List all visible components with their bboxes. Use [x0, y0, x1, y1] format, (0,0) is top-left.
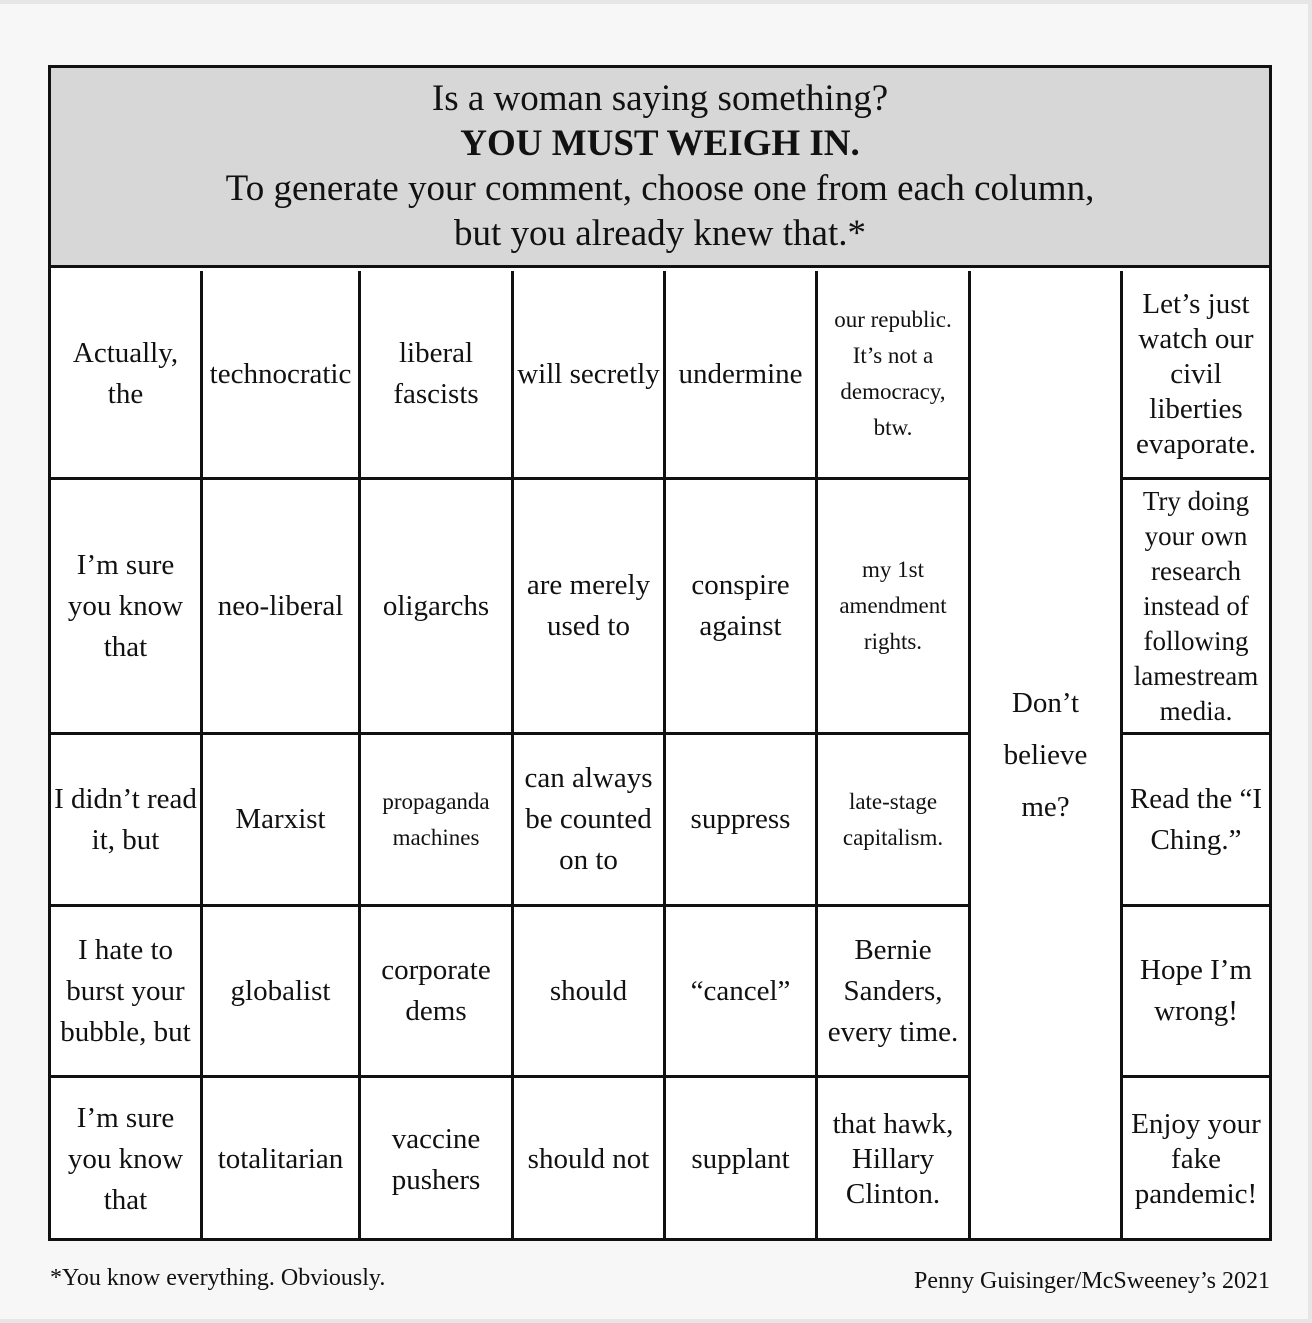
- col2-row3: Marxist: [235, 803, 326, 835]
- col2-row4: globalist: [230, 974, 331, 1007]
- header-question: Is a woman saying something?: [431, 78, 889, 119]
- col5-row4: “cancel”: [690, 974, 791, 1007]
- col3-row2: oligarchs: [382, 589, 490, 622]
- col2-row5: totalitarian: [217, 1143, 344, 1175]
- col5-row3: suppress: [690, 803, 791, 835]
- credit-line: Penny Guisinger/McSweeney’s 2021: [914, 1268, 1270, 1294]
- col1-row5: I’m sure you know that: [67, 1102, 184, 1216]
- chart-header: [51, 68, 1269, 268]
- col3-row4: corporate dems: [381, 954, 491, 1027]
- header-instructions: To generate your comment, choose one from each column,: [225, 168, 1095, 209]
- col4-row1: will secretly: [517, 357, 660, 390]
- col7-merged: Don’t believe me?: [1003, 686, 1088, 823]
- col5-row5: supplant: [691, 1143, 790, 1175]
- footnote: *You know everything. Obviously.: [50, 1265, 386, 1291]
- col6-row5: that hawk, Hillary Clinton.: [832, 1108, 954, 1210]
- word-grid: [51, 271, 1269, 1238]
- col4-row5: should not: [527, 1143, 650, 1175]
- comment-generator-chart: [48, 65, 1272, 1241]
- col8-row2: Try doing your own research instead of following lamestream media.: [1133, 485, 1259, 726]
- col4-row3: can always be counted on to: [524, 762, 653, 876]
- col4-row2: are merely used to: [526, 569, 651, 642]
- col6-row4: Bernie Sanders, every time.: [827, 933, 959, 1048]
- col3-row3: propaganda machines: [382, 788, 490, 850]
- header-demand: YOU MUST WEIGH IN.: [460, 123, 860, 164]
- col5-row2: conspire against: [691, 569, 790, 642]
- col1-row2: I’m sure you know that: [67, 548, 184, 663]
- col5-row1: undermine: [678, 357, 803, 390]
- col1-row1: Actually, the: [72, 337, 179, 410]
- col3-row5: vaccine pushers: [391, 1122, 481, 1196]
- col2-row1: technocratic: [209, 357, 352, 390]
- col2-row2: neo-liberal: [217, 589, 344, 622]
- header-aside: but you already knew that.*: [453, 213, 867, 254]
- col1-row4: I hate to burst your bubble, but: [60, 933, 191, 1048]
- col4-row4: should: [549, 974, 628, 1007]
- col1-row3: I didn’t read it, but: [54, 782, 197, 856]
- col8-row1: Let’s just watch our civil liberties evaporate.: [1136, 287, 1256, 460]
- col6-row2: my 1st amendment rights.: [839, 557, 947, 654]
- col6-row1: our republic. It’s not a democracy, btw.: [834, 307, 952, 440]
- col6-row3: late-stage capitalism.: [842, 788, 944, 850]
- col8-row5: Enjoy your fake pandemic!: [1131, 1108, 1261, 1210]
- col8-row3: Read the “I Ching.”: [1129, 782, 1263, 856]
- col3-row1: liberal fascists: [393, 337, 479, 410]
- col8-row4: Hope I’m wrong!: [1140, 954, 1252, 1027]
